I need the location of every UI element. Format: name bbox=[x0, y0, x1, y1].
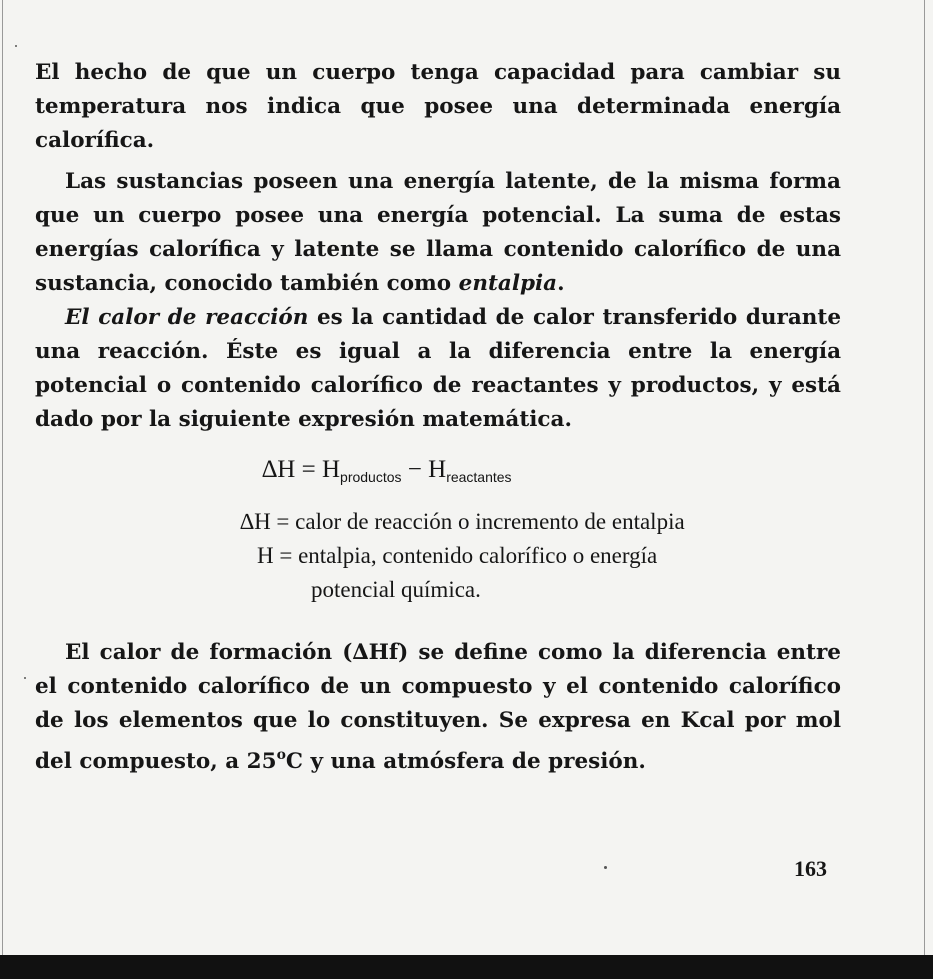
page-edge-right bbox=[924, 0, 925, 955]
degree-symbol: o bbox=[276, 747, 286, 763]
paragraph-formation-heat bbox=[35, 636, 841, 779]
print-speck bbox=[15, 45, 17, 47]
definition-h: H = entalpia, contenido calorífico o energía bbox=[257, 543, 658, 568]
page-edge-left bbox=[2, 0, 3, 955]
page-number: 163 bbox=[794, 856, 827, 881]
paragraph-formation-heat-end: y una atmósfera de presión. bbox=[303, 749, 646, 774]
paragraph-reaction-heat bbox=[35, 301, 841, 437]
paragraph-enthalpy-end: . bbox=[557, 271, 565, 296]
paragraph-reaction-heat-text: es la cantidad de calor transferido durante una reacción. Éste es igual a la diferencia entre la energía potencial o contenido calorífico de reactantes y productos, y está dado por la siguiente expresión matemática. bbox=[35, 305, 841, 432]
paragraph-enthalpy bbox=[35, 165, 841, 301]
print-speck bbox=[24, 677, 26, 679]
formula-h-reactants: H bbox=[428, 456, 447, 483]
formula-sub-reactantes: reactantes bbox=[446, 469, 512, 485]
definition-delta-h: ∆H = calor de reacción o incremento de entalpia bbox=[240, 509, 685, 534]
formula-equals: = bbox=[295, 456, 322, 483]
formula-lhs: ∆H bbox=[262, 456, 296, 483]
bottom-dark-border bbox=[0, 955, 933, 979]
definition-h-continued: potencial química. bbox=[311, 577, 481, 602]
paragraph-enthalpy-text: Las sustancias poseen una energía latente, de la misma forma que un cuerpo posee una energía potencial. La suma de estas energías calorífica y latente se llama contenido calorífico de una sustancia, conocido también como bbox=[35, 169, 841, 296]
term-calor-de-reaccion: El calor de reacción bbox=[65, 305, 309, 330]
paragraph-formation-heat-text: El calor de formación (∆Hf) se define como la diferencia entre el contenido calorífico de un compuesto y el contenido calorífico de los elementos que lo constituyen. Se expresa en Kcal por mol del compuesto, a bbox=[35, 640, 841, 774]
temperature-unit: C bbox=[285, 749, 304, 774]
temperature-value: 25 bbox=[246, 749, 277, 774]
paragraph-heat-energy-text: El hecho de que un cuerpo tenga capacidad para cambiar su temperatura nos indica que posee una determinada energía calorífica. bbox=[35, 60, 841, 153]
enthalpy-formula bbox=[262, 456, 512, 485]
formula-minus: − bbox=[401, 456, 429, 483]
print-speck bbox=[604, 866, 607, 869]
paragraph-heat-energy bbox=[35, 56, 841, 158]
term-entalpia: entalpia bbox=[458, 271, 558, 296]
formula-h-products: H bbox=[321, 456, 341, 483]
formula-sub-productos: productos bbox=[340, 469, 402, 485]
